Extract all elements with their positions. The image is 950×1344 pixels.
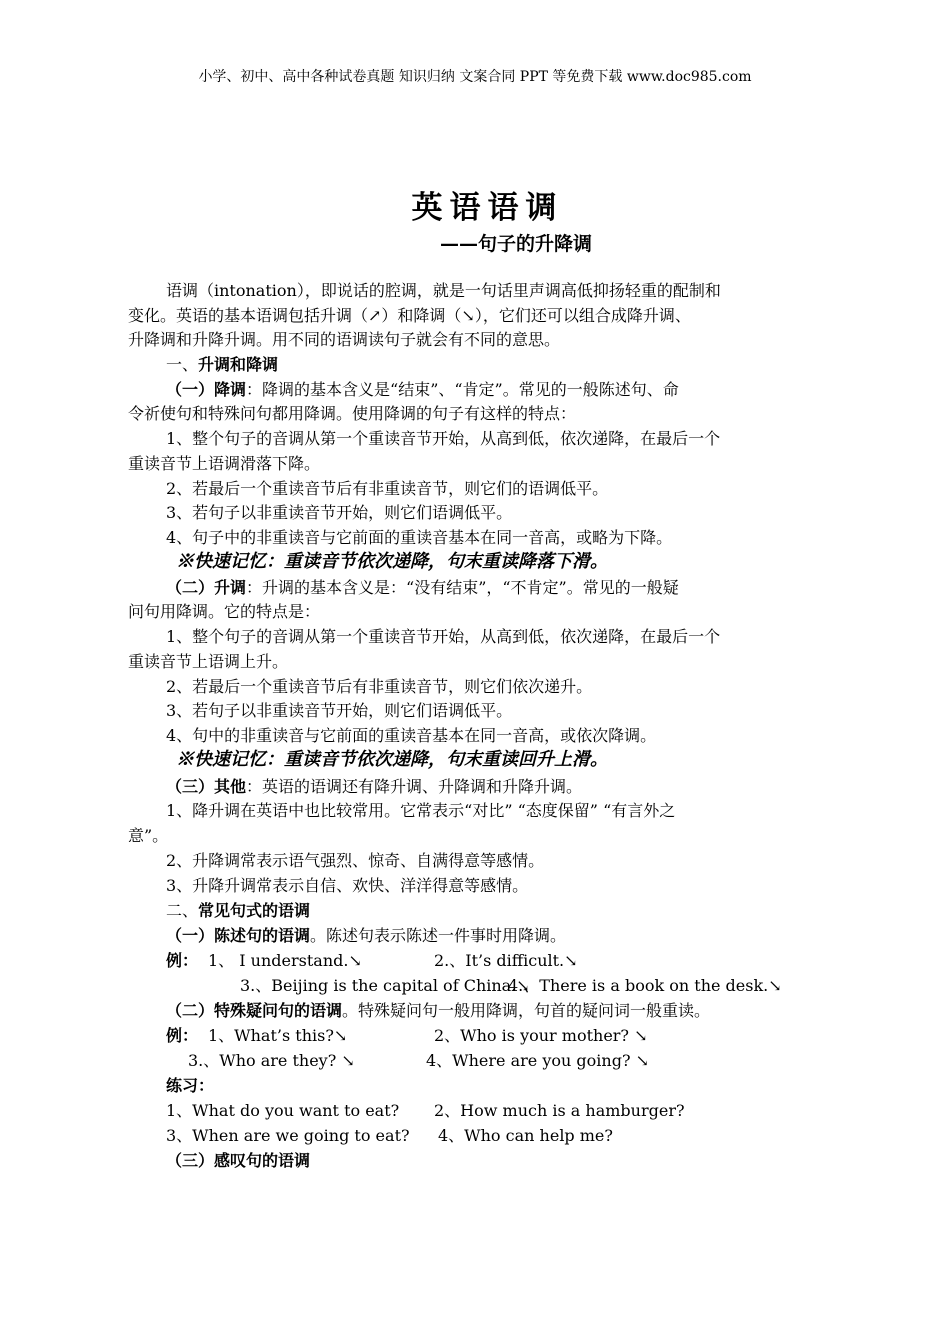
- wh-question-examples-row-1: 例： 1、What’s this?↘ 2、Who is your mother? ↘: [166, 1026, 648, 1045]
- fall-rule-4: 4、句子中的非重读音与它前面的重读音基本在同一音高，或略为下降。: [166, 528, 673, 547]
- memo-falling: ※快速记忆：重读音节依次递降，句末重读降落下滑。: [176, 551, 608, 572]
- other-rule-1-cont: 意”。: [128, 826, 169, 845]
- falling-tone-paragraph-cont: 令祈使句和特殊问句都用降调。使用降调的句子有这样的特点：: [128, 404, 577, 423]
- rising-tone-paragraph: （二）升调：升调的基本含义是：“没有结束”，“不肯定”。常见的一般疑: [166, 578, 679, 597]
- declarative-paragraph: （一）陈述句的语调。陈述句表示陈述一件事时用降调。: [166, 926, 567, 945]
- rise-rule-2: 2、若最后一个重读音节后有非重读音节，则它们依次递升。: [166, 677, 593, 696]
- rise-rule-3: 3、若句子以非重读音节开始，则它们语调低平。: [166, 701, 513, 720]
- fall-rule-2: 2、若最后一个重读音节后有非重读音节，则它们的语调低平。: [166, 479, 609, 498]
- fall-rule-1: 1、整个句子的音调从第一个重读音节开始，从高到低，依次递降，在最后一个: [166, 429, 721, 448]
- document-title: 英语语调: [411, 190, 564, 226]
- falling-tone-paragraph: （一）降调：降调的基本含义是“结束”、“肯定”。常见的一般陈述句、命: [166, 380, 679, 399]
- rising-tone-paragraph-cont: 问句用降调。它的特点是：: [128, 602, 321, 621]
- document-subtitle: ——句子的升降调: [440, 233, 593, 255]
- wh-question-examples-row-2: 3.、Who are they? ↘ 4、Where are you going? ↘: [188, 1051, 650, 1070]
- section-1-heading: 一、升调和降调: [166, 355, 279, 374]
- memo-rising: ※快速记忆：重读音节依次递降，句末重读回升上滑。: [176, 749, 608, 770]
- intro-line-2: 变化。英语的基本语调包括升调（↗）和降调（↘），它们还可以组合成降升调、: [128, 306, 691, 325]
- rise-rule-1: 1、整个句子的音调从第一个重读音节开始，从高到低，依次递降，在最后一个: [166, 627, 721, 646]
- fall-rule-1-cont: 重读音节上语调滑落下降。: [128, 454, 321, 473]
- wh-question-paragraph: （二）特殊疑问句的语调。特殊疑问句一般用降调，句首的疑问词一般重读。: [166, 1001, 711, 1020]
- other-rule-1: 1、降升调在英语中也比较常用。它常表示“对比” “态度保留” “有言外之: [166, 801, 676, 820]
- intro-line-3: 升降调和升降升调。用不同的语调读句子就会有不同的意思。: [128, 330, 561, 349]
- declarative-examples-row-2: 3.、Beijing is the capital of China.↘ 4.、There is a book on the desk.↘: [240, 976, 782, 995]
- intro-line-1: 语调（intonation），即说话的腔调，就是一句话里声调高低抑扬轻重的配制和: [166, 281, 721, 300]
- other-rule-3: 3、升降升调常表示自信、欢快、洋洋得意等感情。: [166, 876, 529, 895]
- practice-label: 练习：: [166, 1076, 215, 1095]
- practice-row-1: 1、What do you want to eat? 2、How much is a hamburger?: [166, 1101, 685, 1120]
- page-header: 小学、初中、高中各种试卷真题 知识归纳 文案合同 PPT 等免费下载 www.doc985.com: [198, 69, 752, 85]
- rise-rule-4: 4、句中的非重读音与它前面的重读音基本在同一音高，或依次降调。: [166, 726, 657, 745]
- fall-rule-3: 3、若句子以非重读音节开始，则它们语调低平。: [166, 503, 513, 522]
- section-2-heading: 二、常见句式的语调: [166, 901, 311, 920]
- practice-row-2: 3、When are we going to eat? 4、Who can help me?: [166, 1126, 613, 1145]
- rise-rule-1-cont: 重读音节上语调上升。: [128, 652, 289, 671]
- other-rule-2: 2、升降调常表示语气强烈、惊奇、自满得意等感情。: [166, 851, 545, 870]
- other-tones-paragraph: （三）其他：英语的语调还有降升调、升降调和升降升调。: [166, 777, 583, 796]
- exclamatory-heading: （三）感叹句的语调: [166, 1151, 311, 1170]
- declarative-examples-row-1: 例： 1、 I understand.↘ 2.、It’s difficult.↘: [166, 951, 578, 970]
